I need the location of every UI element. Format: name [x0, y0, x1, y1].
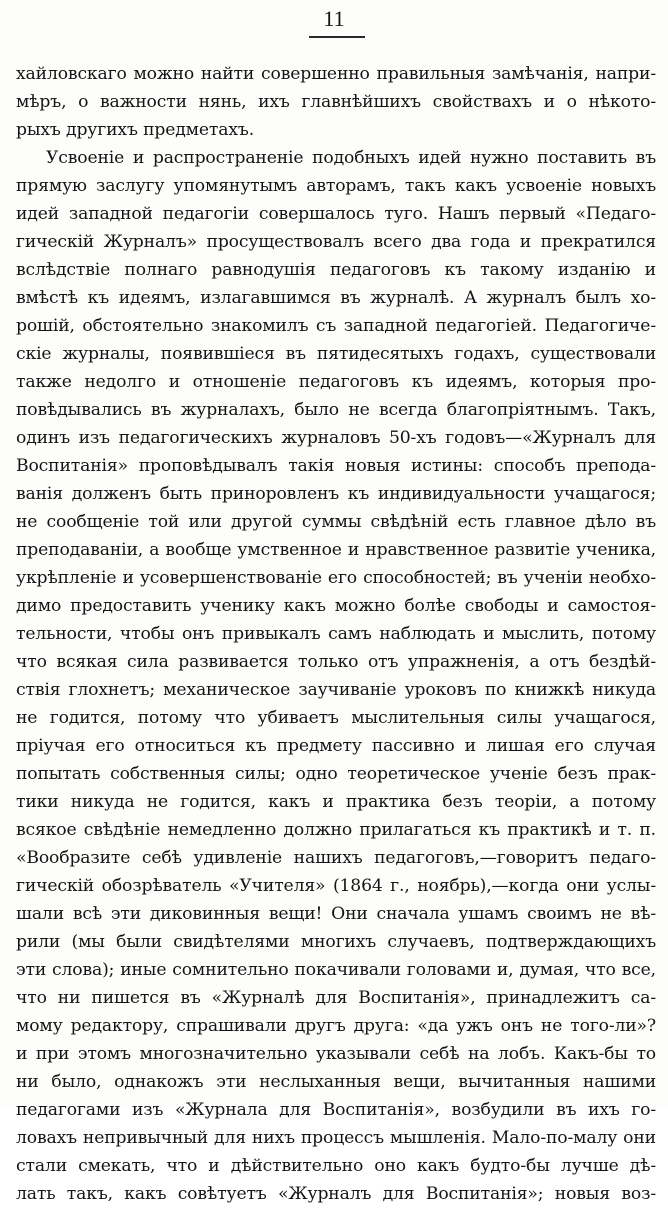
- text-line: также недолго и отношеніе педагоговъ къ идеямъ, которыя про-: [16, 372, 656, 392]
- text-line: всякое свѣдѣніе немедленно должно прилагаться къ практикѣ и т. п.: [16, 820, 656, 840]
- text-line: «Вообразите себѣ удивленіе нашихъ педагоговъ,—говоритъ педаго-: [16, 848, 656, 868]
- paragraph-first-line: Усвоеніе и распространеніе подобныхъ идей нужно поставить въ: [46, 148, 656, 168]
- text-line: пріучая его относиться къ предмету пассивно и лишая его случая: [16, 736, 656, 756]
- text-line: рили (мы были свидѣтелями многихъ случаевъ, подтверждающихъ: [16, 932, 656, 952]
- text-line: преподаваніи, а вообще умственное и нравственное развитіе ученика,: [16, 540, 656, 560]
- text-line: прямую заслугу упомянутымъ авторамъ, такъ какъ усвоеніе новыхъ: [16, 176, 656, 196]
- text-line: попытать собственныя силы; одно теоретическое ученіе безъ прак-: [16, 764, 656, 784]
- text-line: ствія глохнетъ; механическое заучиваніе уроковъ по книжкѣ никуда: [16, 680, 656, 700]
- text-line: хайловскаго можно найти совершенно правильныя замѣчанія, напри-: [16, 64, 656, 84]
- text-line: укрѣпленіе и усовершенствованіе его способностей; въ ученіи необхо-: [16, 568, 656, 588]
- text-line: Воспитанія» проповѣдывалъ такія новыя истины: способъ препода-: [16, 456, 656, 476]
- text-line: повѣдывались въ журналахъ, было не всегда благопріятнымъ. Такъ,: [16, 400, 656, 420]
- text-line: мѣръ, о важности нянь, ихъ главнѣйшихъ свойствахъ и о нѣкото-: [16, 92, 656, 112]
- body-text: [16, 60, 656, 1208]
- text-line: эти слова); иные сомнительно покачивали головами и, думая, что все,: [16, 960, 656, 980]
- text-line: одинъ изъ педагогическихъ журналовъ 50-хъ годовъ—«Журналъ для: [16, 428, 656, 448]
- text-line: что ни пишется въ «Журналѣ для Воспитанія», принадлежитъ са-: [16, 988, 656, 1008]
- text-line: стали смекать, что и дѣйствительно оно какъ будто-бы лучше дѣ-: [16, 1156, 656, 1176]
- text-line: и при этомъ многозначительно указывали себѣ на лобъ. Какъ-бы то: [16, 1044, 656, 1064]
- text-line: тики никуда не годится, какъ и практика безъ теоріи, а потому: [16, 792, 656, 812]
- text-line: скіе журналы, появившіеся въ пятидесятыхъ годахъ, существовали: [16, 344, 656, 364]
- text-line: димо предоставить ученику какъ можно болѣе свободы и самостоя-: [16, 596, 656, 616]
- text-line: ни было, однакожъ эти неслыханныя вещи, вычитанныя нашими: [16, 1072, 656, 1092]
- text-line: мому редактору, спрашивали другъ друга: «да ужъ онъ не того-ли»?: [16, 1016, 656, 1036]
- page-number-rule: [309, 36, 365, 38]
- text-line: вмѣстѣ къ идеямъ, излагавшимся въ журналѣ. А журналъ былъ хо-: [16, 288, 656, 308]
- text-line: ловахъ непривычный для нихъ процессъ мышленія. Мало-по-малу они: [16, 1128, 656, 1148]
- text-line: шали всѣ эти диковинныя вещи! Они сначала ушамъ своимъ не вѣ-: [16, 904, 656, 924]
- text-line: вслѣдствіе полнаго равнодушія педагоговъ къ такому изданію и: [16, 260, 656, 280]
- text-line: лать такъ, какъ совѣтуетъ «Журналъ для Воспитанія»; новыя воз-: [16, 1184, 656, 1204]
- text-line: гическій Журналъ» просуществовалъ всего два года и прекратился: [16, 232, 656, 252]
- text-line: рыхъ другихъ предметахъ.: [16, 120, 255, 140]
- text-line: ванія долженъ быть приноровленъ къ индивидуальности учащагося;: [16, 484, 656, 504]
- text-line: что всякая сила развивается только отъ упражненія, а отъ бездѣй-: [16, 652, 656, 672]
- text-line: гическій обозрѣватель «Учителя» (1864 г., ноябрь),—когда они услы-: [16, 876, 656, 896]
- text-line: не годится, потому что убиваетъ мыслительныя силы учащагося,: [16, 708, 656, 728]
- text-line: педагогами изъ «Журнала для Воспитанія», возбудили въ ихъ го-: [16, 1100, 656, 1120]
- text-line: идей западной педагогіи совершалось туго. Нашъ первый «Педаго-: [16, 204, 656, 224]
- text-line: рошій, обстоятельно знакомилъ съ западной педагогіей. Педагогиче-: [16, 316, 656, 336]
- text-line: тельности, чтобы онъ привыкалъ самъ наблюдать и мыслить, потому: [16, 624, 656, 644]
- page-number: 11: [323, 6, 345, 31]
- text-line: не сообщеніе той или другой суммы свѣдѣній есть главное дѣло въ: [16, 512, 656, 532]
